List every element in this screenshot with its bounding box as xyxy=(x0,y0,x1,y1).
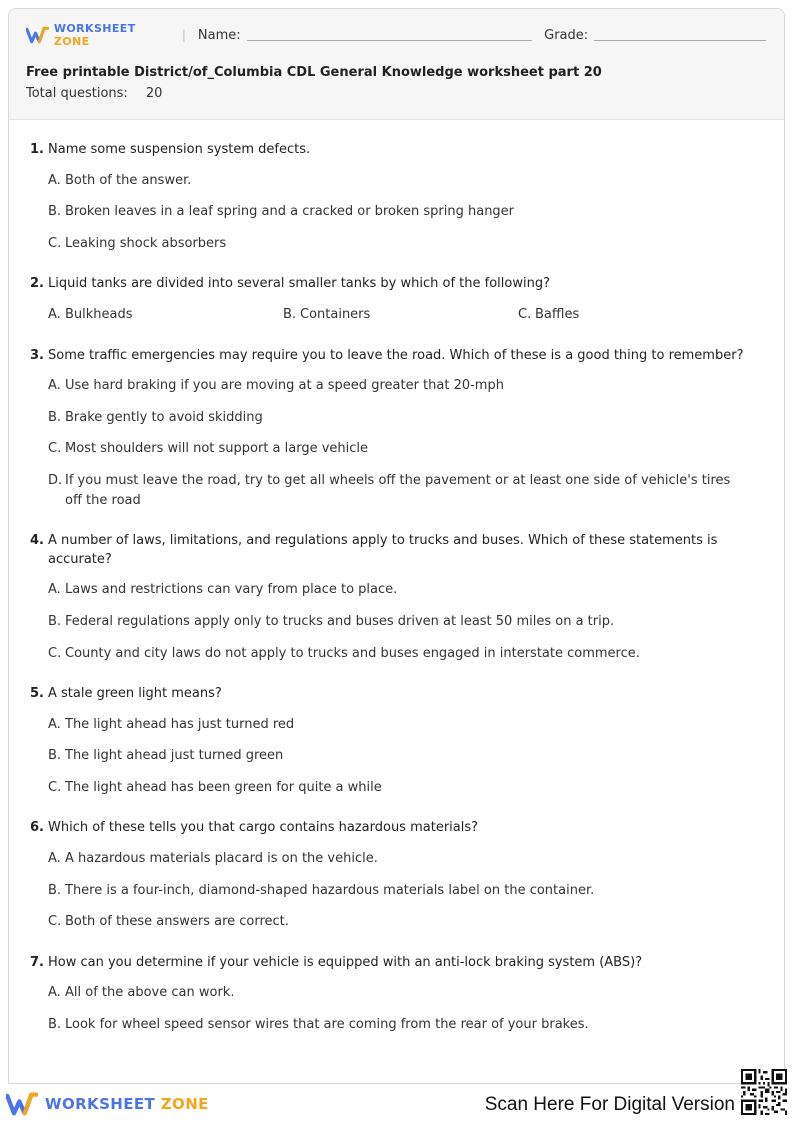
option-letter: C. xyxy=(48,914,62,929)
option-letter: B. xyxy=(48,883,62,898)
question-number: 6. xyxy=(30,820,44,835)
option-3a[interactable] xyxy=(48,376,748,396)
option-text: There is a four-inch, diamond-shaped hazardous materials label on the container. xyxy=(65,883,595,898)
option-7b[interactable] xyxy=(48,1015,748,1035)
grade-label: Grade: xyxy=(544,27,589,43)
header-top-row xyxy=(26,22,766,48)
option-text: Look for wheel speed sensor wires that are coming from the rear of your brakes. xyxy=(65,1017,589,1032)
question-text: Liquid tanks are divided into several smaller tanks by which of the following? xyxy=(48,276,550,291)
option-text: Both of the answer. xyxy=(65,173,192,188)
option-text: Brake gently to avoid skidding xyxy=(65,410,263,425)
option-letter: C. xyxy=(48,646,62,661)
option-1a[interactable] xyxy=(48,171,748,191)
option-letter: B. xyxy=(48,1017,62,1032)
option-text: Broken leaves in a leaf spring and a cracked or broken spring hanger xyxy=(65,204,515,219)
option-text: A hazardous materials placard is on the vehicle. xyxy=(65,851,378,866)
qr-code-icon[interactable] xyxy=(741,1069,787,1115)
option-5c[interactable] xyxy=(48,778,748,798)
total-questions xyxy=(26,86,766,101)
footer-brand-logo xyxy=(6,1092,209,1116)
option-1b[interactable] xyxy=(48,202,748,222)
total-questions-value: 20 xyxy=(145,86,163,101)
option-text: The light ahead just turned green xyxy=(65,748,284,763)
question-number: 1. xyxy=(30,142,44,157)
option-text: The light ahead has been green for quite a while xyxy=(65,780,382,795)
option-6a[interactable] xyxy=(48,849,748,869)
scan-caption: Scan Here For Digital Version xyxy=(484,1094,735,1115)
option-letter: A. xyxy=(48,582,61,597)
option-text: Use hard braking if you are moving at a speed greater that 20-mph xyxy=(65,378,504,393)
option-4c[interactable] xyxy=(48,644,748,664)
option-text: If you must leave the road, try to get all wheels off the pavement or at least one side of vehicle's tires off the road xyxy=(65,473,731,508)
worksheet-page xyxy=(8,8,785,1084)
option-3d[interactable] xyxy=(48,471,748,511)
footer-brand-name: WORKSHEET ZONE xyxy=(45,1095,209,1113)
option-4b[interactable] xyxy=(48,612,748,632)
worksheet-title: Free printable District/of_Columbia CDL General Knowledge worksheet part 20 xyxy=(26,65,602,80)
page-footer xyxy=(0,1084,793,1122)
question-text: Some traffic emergencies may require you to leave the road. Which of these is a good thing to remember? xyxy=(48,348,744,363)
question-number: 7. xyxy=(30,955,44,970)
option-letter: A. xyxy=(48,173,61,188)
option-text: Federal regulations apply only to trucks and buses driven at least 50 miles on a trip. xyxy=(65,614,615,629)
option-letter: B. xyxy=(48,204,62,219)
total-questions-label: Total questions: xyxy=(26,86,128,101)
worksheet-zone-logo-icon xyxy=(6,1092,38,1116)
option-letter: D. xyxy=(48,473,63,488)
name-label: Name: xyxy=(197,27,241,43)
question-number: 3. xyxy=(30,348,44,363)
option-5a[interactable] xyxy=(48,715,748,735)
option-letter: C. xyxy=(48,236,62,251)
option-6c[interactable] xyxy=(48,912,748,932)
question-number: 2. xyxy=(30,276,44,291)
question-number: 4. xyxy=(30,533,44,548)
option-letter: A. xyxy=(48,307,61,322)
option-letter: C. xyxy=(48,441,62,456)
option-letter: C. xyxy=(48,780,62,795)
option-letter: A. xyxy=(48,985,61,1000)
option-text: Baffles xyxy=(535,307,580,322)
option-1c[interactable] xyxy=(48,234,748,254)
question-text: Which of these tells you that cargo contains hazardous materials? xyxy=(48,820,479,835)
option-letter: B. xyxy=(48,748,62,763)
option-letter: A. xyxy=(48,378,61,393)
option-letter: A. xyxy=(48,851,61,866)
option-text: Laws and restrictions can vary from place to place. xyxy=(65,582,398,597)
option-text: The light ahead has just turned red xyxy=(65,717,295,732)
option-3b[interactable] xyxy=(48,408,748,428)
option-5b[interactable] xyxy=(48,746,748,766)
brand-name: WORKSHEET ZONE xyxy=(53,22,136,48)
option-text: Leaking shock absorbers xyxy=(65,236,227,251)
question-text: Name some suspension system defects. xyxy=(48,142,311,157)
option-text: All of the above can work. xyxy=(65,985,235,1000)
option-3c[interactable] xyxy=(48,439,748,459)
header-separator: | xyxy=(181,28,186,42)
question-text: A stale green light means? xyxy=(48,686,222,701)
option-text: County and city laws do not apply to trucks and buses engaged in interstate commerce. xyxy=(65,646,640,661)
option-letter: A. xyxy=(48,717,61,732)
option-letter: B. xyxy=(48,410,62,425)
option-2b[interactable] xyxy=(283,305,503,325)
grade-field[interactable] xyxy=(594,29,766,41)
option-7a[interactable] xyxy=(48,983,748,1003)
option-text: Containers xyxy=(300,307,371,322)
question-text: How can you determine if your vehicle is equipped with an anti-lock braking system (ABS)? xyxy=(48,955,643,970)
option-2c[interactable] xyxy=(518,305,738,325)
question-number: 5. xyxy=(30,686,44,701)
option-6b[interactable] xyxy=(48,881,748,901)
option-4a[interactable] xyxy=(48,580,748,600)
option-text: Both of these answers are correct. xyxy=(65,914,289,929)
brand-logo xyxy=(26,22,170,48)
worksheet-header xyxy=(9,9,784,120)
option-text: Most shoulders will not support a large vehicle xyxy=(65,441,369,456)
worksheet-zone-logo-icon xyxy=(26,26,49,44)
option-letter: B. xyxy=(48,614,62,629)
option-letter: C. xyxy=(518,307,532,322)
option-text: Bulkheads xyxy=(65,307,133,322)
option-letter: B. xyxy=(283,307,297,322)
name-field[interactable] xyxy=(247,29,533,41)
option-2a[interactable] xyxy=(48,305,268,325)
question-text: A number of laws, limitations, and regulations apply to trucks and buses. Which of these statements is accurate? xyxy=(48,533,718,567)
